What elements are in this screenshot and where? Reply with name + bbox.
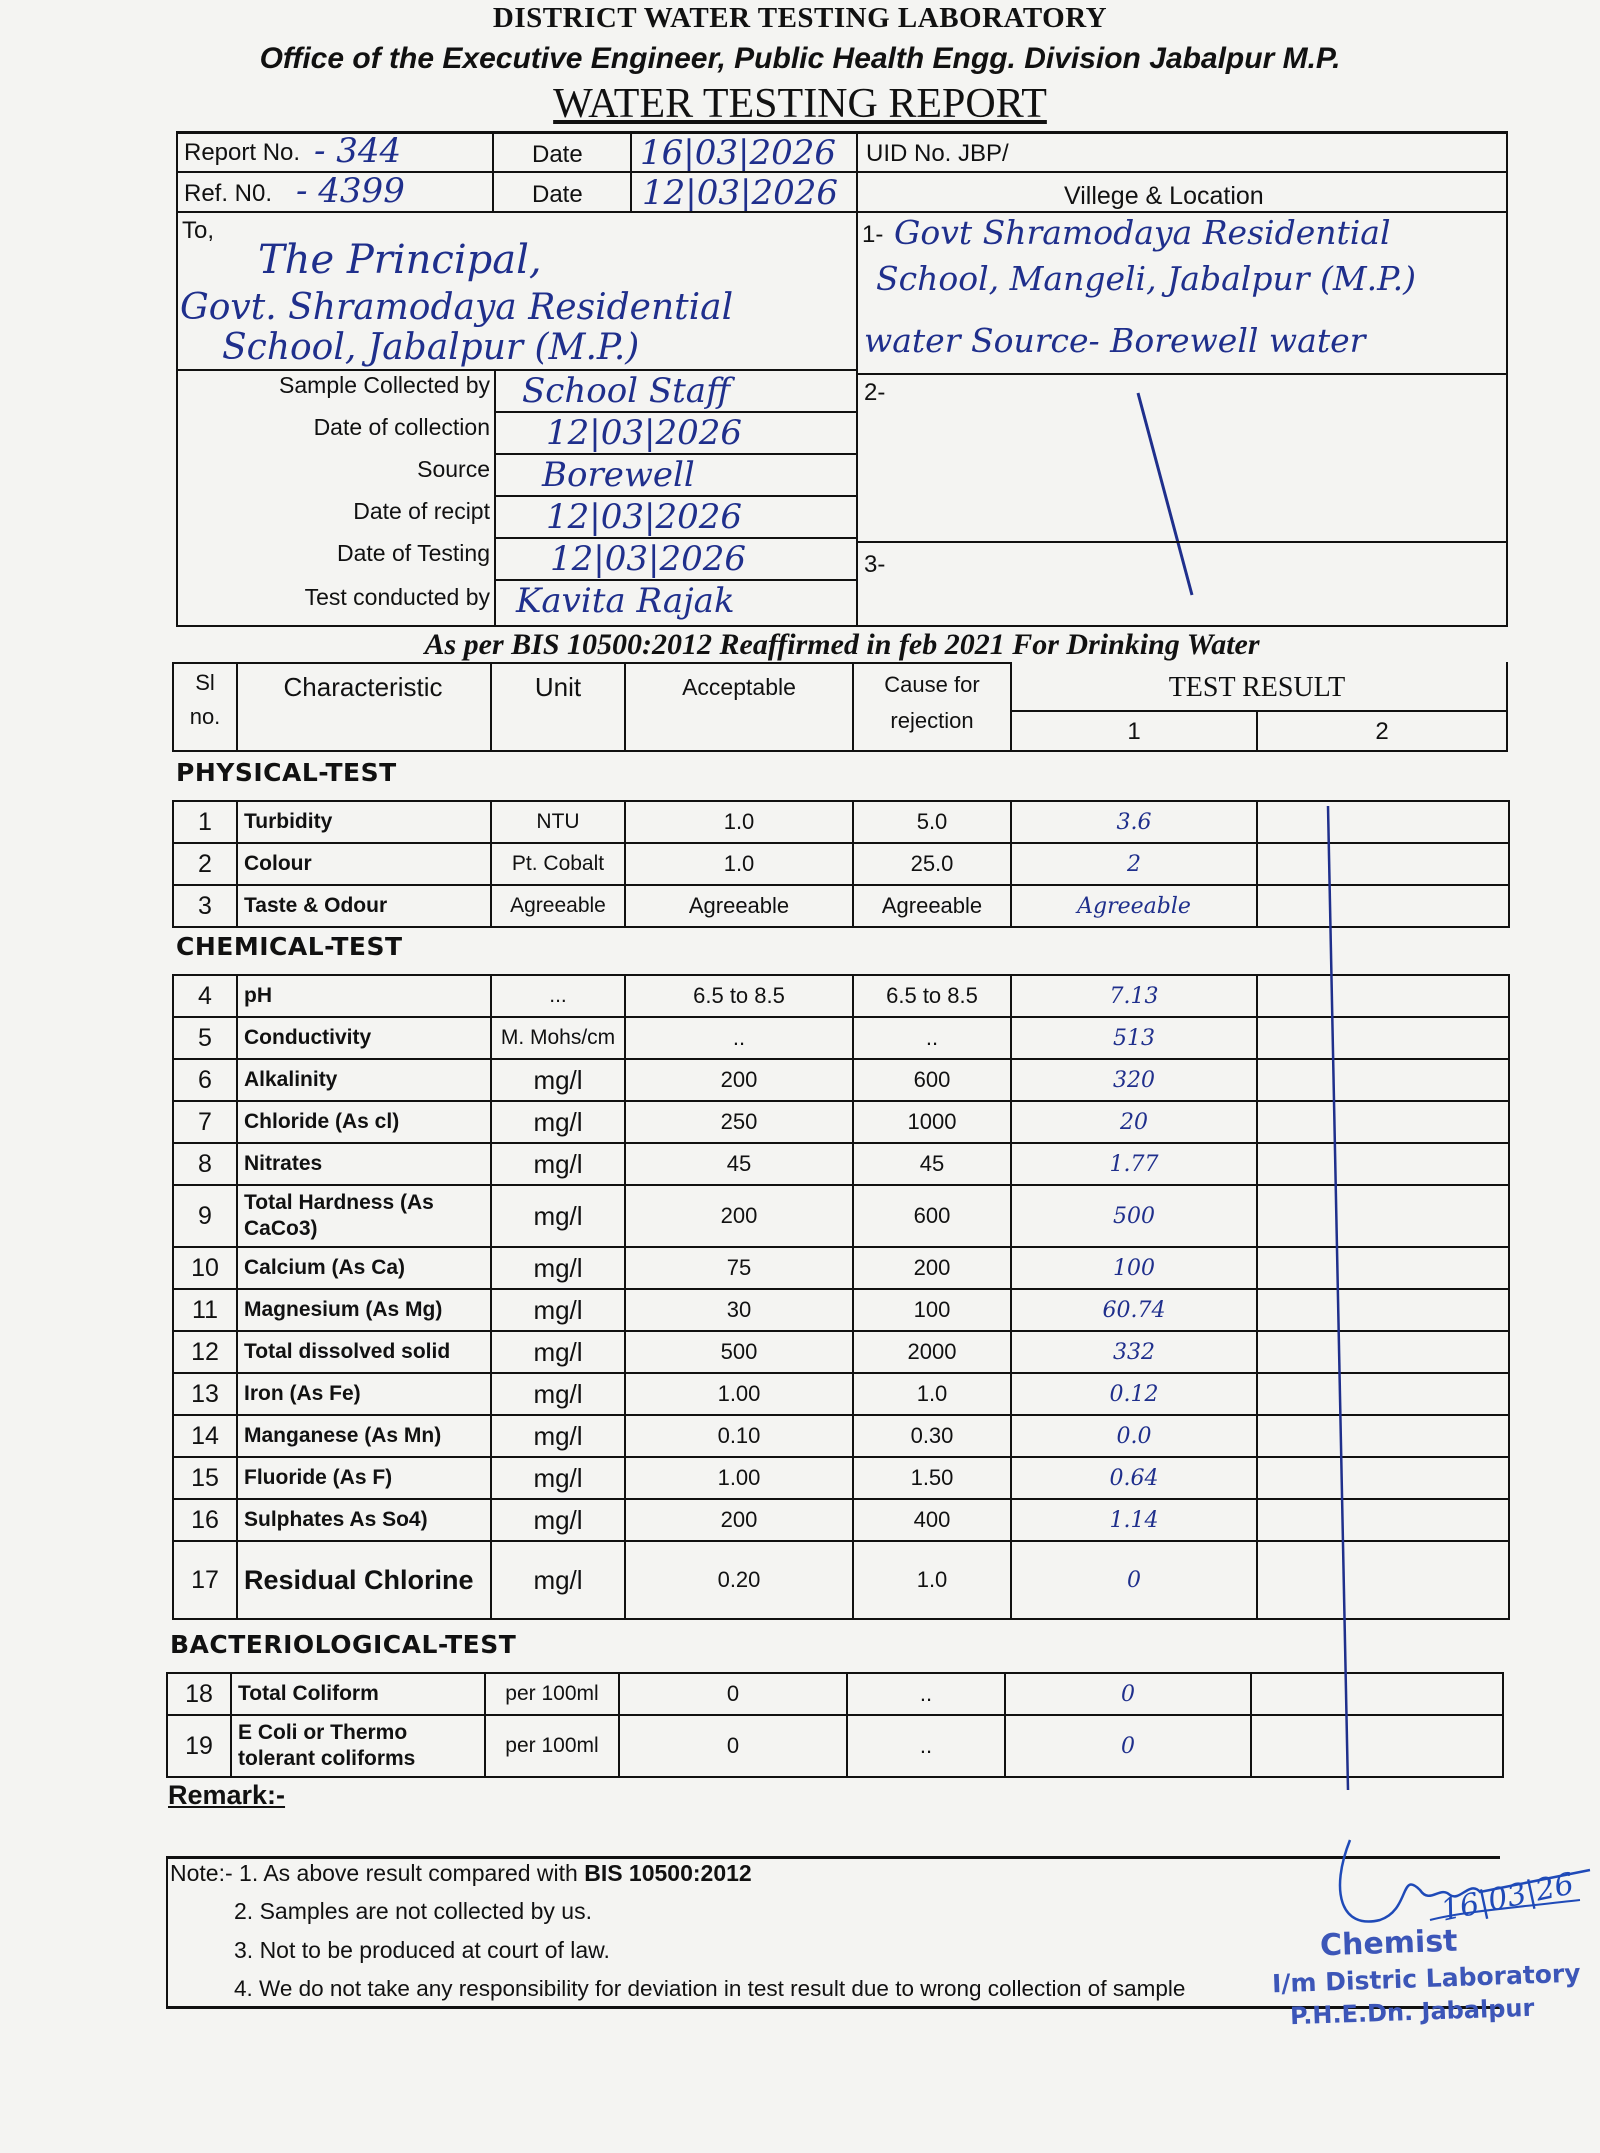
to-label: To, (182, 217, 215, 244)
result-1-cell: 0.0 (1011, 1415, 1257, 1457)
result-1-cell: Agreeable (1011, 885, 1257, 927)
ref-date-value: 12|03|2026 (642, 173, 838, 213)
bacteriological-test-table (166, 1672, 1504, 1778)
unit-cell: Pt. Cobalt (491, 843, 625, 885)
note-3: 3. Not to be produced at court of law. (234, 1937, 610, 1963)
unit-cell: per 100ml (485, 1715, 619, 1777)
rejection-cell: 0.30 (853, 1415, 1011, 1457)
bacteriological-test-heading: BACTERIOLOGICAL-TEST (170, 1630, 517, 1659)
note-1 (170, 1860, 752, 1887)
acceptable-cell: 500 (625, 1331, 853, 1373)
rejection-cell: 1.0 (853, 1373, 1011, 1415)
result-2-cell (1257, 1247, 1509, 1289)
acceptable-cell: Agreeable (625, 885, 853, 927)
table-row (167, 1673, 1503, 1715)
rejection-cell: 6.5 to 8.5 (853, 975, 1011, 1017)
location-1-prefix: 1- (862, 221, 884, 248)
rejection-cell: 45 (853, 1143, 1011, 1185)
ref-date-label: Date (532, 181, 583, 208)
location-1-box (856, 211, 1508, 375)
col-characteristic-label: Characteristic (283, 672, 443, 702)
rejection-cell: 200 (853, 1247, 1011, 1289)
ref-no-cell (176, 171, 494, 213)
result-2-cell (1257, 1415, 1509, 1457)
characteristic-cell: Calcium (As Ca) (237, 1247, 491, 1289)
acceptable-cell: 1.0 (625, 843, 853, 885)
date-receipt-label: Date of recipt (353, 498, 490, 524)
col-result-2 (1256, 710, 1508, 752)
table-row (173, 1457, 1509, 1499)
ref-date-cell (630, 171, 858, 213)
sl-cell: 10 (173, 1247, 237, 1289)
characteristic-cell: Manganese (As Mn) (237, 1415, 491, 1457)
result-2-cell (1257, 1143, 1509, 1185)
notes-top-rule (166, 1856, 1500, 1859)
characteristic-cell: Nitrates (237, 1143, 491, 1185)
sl-cell: 2 (173, 843, 237, 885)
acceptable-cell: .. (625, 1017, 853, 1059)
result-2-cell (1257, 1373, 1509, 1415)
lab-name-heading: DISTRICT WATER TESTING LABORATORY (492, 2, 1108, 34)
table-row (173, 1143, 1509, 1185)
result-2-cell (1251, 1673, 1503, 1715)
date-collection-value: 12|03|2026 (546, 413, 742, 453)
addressee-box (176, 211, 858, 371)
acceptable-cell: 45 (625, 1143, 853, 1185)
characteristic-cell: Colour (237, 843, 491, 885)
result-1-cell: 513 (1011, 1017, 1257, 1059)
acceptable-cell: 1.0 (625, 801, 853, 843)
unit-cell: per 100ml (485, 1673, 619, 1715)
sl-cell: 13 (173, 1373, 237, 1415)
table-row (173, 1185, 1509, 1247)
characteristic-cell: Sulphates As So4) (237, 1499, 491, 1541)
result-1-cell: 7.13 (1011, 975, 1257, 1017)
uid-label: UID No. JBP/ (866, 140, 1009, 167)
col-sl-label: Sl (195, 670, 215, 695)
table-row (173, 1247, 1509, 1289)
note-1-standard: BIS 10500:2012 (584, 1860, 752, 1886)
rejection-cell: 1000 (853, 1101, 1011, 1143)
result-2-cell (1257, 1289, 1509, 1331)
unit-cell: NTU (491, 801, 625, 843)
result-1-cell: 0 (1011, 1541, 1257, 1619)
characteristic-cell: Conductivity (237, 1017, 491, 1059)
acceptable-cell: 1.00 (625, 1373, 853, 1415)
location-1-line3: water Source- Borewell water (864, 321, 1366, 360)
characteristic-cell: Magnesium (As Mg) (237, 1289, 491, 1331)
stamp-lab-name: I/m Distric Laboratory (1271, 1958, 1582, 1999)
unit-cell: Agreeable (491, 885, 625, 927)
report-no-label: Report No. (184, 139, 301, 166)
physical-test-heading: PHYSICAL-TEST (176, 758, 397, 787)
result-1-cell: 20 (1011, 1101, 1257, 1143)
village-label-cell (856, 171, 1508, 213)
result-1-cell: 0.64 (1011, 1457, 1257, 1499)
unit-cell: mg/l (491, 1373, 625, 1415)
acceptable-cell: 1.00 (625, 1457, 853, 1499)
unit-cell: mg/l (491, 1499, 625, 1541)
stamp-division: P.H.E.Dn. Jabalpur (1289, 1993, 1535, 2031)
date-collection-label: Date of collection (313, 414, 490, 440)
acceptable-cell: 6.5 to 8.5 (625, 975, 853, 1017)
result-1-cell: 500 (1011, 1185, 1257, 1247)
rejection-cell: .. (847, 1673, 1005, 1715)
sl-cell: 18 (167, 1673, 231, 1715)
source-cell (494, 453, 858, 497)
unit-cell: ... (491, 975, 625, 1017)
bis-standard-heading: As per BIS 10500:2012 Reaffirmed in feb 2021 For Drinking Water (424, 628, 1260, 661)
office-heading: Office of the Executive Engineer, Public Health Engg. Division Jabalpur M.P. (259, 42, 1341, 75)
result-2-cell (1257, 1017, 1509, 1059)
location-2-box (856, 373, 1508, 543)
unit-cell: M. Mohs/cm (491, 1017, 625, 1059)
note-4: 4. We do not take any responsibility for deviation in test result due to wrong collection of sample (234, 1976, 1186, 2001)
result-1-cell: 3.6 (1011, 801, 1257, 843)
sl-cell: 8 (173, 1143, 237, 1185)
conducted-by-value: Kavita Rajak (516, 581, 735, 621)
col-test-result (1010, 662, 1508, 712)
report-date-cell (630, 131, 858, 173)
result-1-cell: 60.74 (1011, 1289, 1257, 1331)
rejection-cell: 1.0 (853, 1541, 1011, 1619)
table-row (173, 1017, 1509, 1059)
sl-cell: 3 (173, 885, 237, 927)
rejection-cell: .. (853, 1017, 1011, 1059)
table-row (173, 975, 1509, 1017)
table-row (173, 1101, 1509, 1143)
col-acceptable (624, 662, 854, 752)
unit-cell: mg/l (491, 1247, 625, 1289)
unit-cell: mg/l (491, 1059, 625, 1101)
sl-cell: 17 (173, 1541, 237, 1619)
date-testing-value: 12|03|2026 (550, 539, 746, 579)
sl-cell: 9 (173, 1185, 237, 1247)
characteristic-cell: Residual Chlorine (237, 1541, 491, 1619)
acceptable-cell: 200 (625, 1059, 853, 1101)
col-characteristic (236, 662, 492, 752)
unit-cell: mg/l (491, 1185, 625, 1247)
rejection-cell: 100 (853, 1289, 1011, 1331)
result-1-cell: 0.12 (1011, 1373, 1257, 1415)
note-1-text: Note:- 1. As above result compared with (170, 1860, 585, 1886)
unit-cell: mg/l (491, 1457, 625, 1499)
village-label: Villege & Location (1064, 182, 1264, 210)
rejection-cell: 600 (853, 1059, 1011, 1101)
characteristic-cell: Total dissolved solid (237, 1331, 491, 1373)
addressee-line1: The Principal, (258, 237, 542, 283)
characteristic-cell: Chloride (As cl) (237, 1101, 491, 1143)
table-row (173, 1331, 1509, 1373)
acceptable-cell: 30 (625, 1289, 853, 1331)
sl-cell: 4 (173, 975, 237, 1017)
sl-cell: 16 (173, 1499, 237, 1541)
col-sl (172, 662, 238, 752)
table-row (167, 1715, 1503, 1777)
acceptable-cell: 200 (625, 1185, 853, 1247)
date-testing-label: Date of Testing (336, 540, 490, 566)
result-2-cell (1257, 801, 1509, 843)
result-1-cell: 0 (1005, 1715, 1251, 1777)
acceptable-cell: 250 (625, 1101, 853, 1143)
sl-cell: 7 (173, 1101, 237, 1143)
report-date-value: 16|03|2026 (640, 133, 836, 173)
result-1-cell: 100 (1011, 1247, 1257, 1289)
col-rejection-label-1: Cause for (884, 672, 980, 697)
column-2-strike-line (1310, 800, 1370, 1800)
table-row (173, 1499, 1509, 1541)
rejection-cell: 400 (853, 1499, 1011, 1541)
collected-by-value: School Staff (522, 371, 731, 411)
rejection-cell: 600 (853, 1185, 1011, 1247)
table-row (173, 1289, 1509, 1331)
rejection-cell: 1.50 (853, 1457, 1011, 1499)
characteristic-cell: E Coli or Thermo tolerant coliforms (231, 1715, 485, 1777)
result-2-cell (1257, 1059, 1509, 1101)
col-unit (490, 662, 626, 752)
result-2-cell (1257, 1457, 1509, 1499)
unit-cell: mg/l (491, 1415, 625, 1457)
result-2-cell (1257, 1499, 1509, 1541)
table-row (173, 801, 1509, 843)
result-1-cell: 332 (1011, 1331, 1257, 1373)
ref-no-value: - 4399 (296, 171, 405, 211)
unit-cell: mg/l (491, 1143, 625, 1185)
acceptable-cell: 0 (619, 1673, 847, 1715)
table-row (173, 1415, 1509, 1457)
location-3-box (856, 541, 1508, 627)
acceptable-cell: 0.20 (625, 1541, 853, 1619)
ref-no-label: Ref. N0. (184, 180, 273, 207)
characteristic-cell: Alkalinity (237, 1059, 491, 1101)
sl-cell: 19 (167, 1715, 231, 1777)
source-value: Borewell (542, 455, 695, 495)
report-title: WATER TESTING REPORT (553, 81, 1047, 127)
col-acceptable-label: Acceptable (682, 674, 796, 700)
result-2-cell (1257, 1541, 1509, 1619)
date-receipt-value: 12|03|2026 (546, 497, 742, 537)
rejection-cell: 2000 (853, 1331, 1011, 1373)
uid-cell (856, 131, 1508, 173)
col-rejection-label-2: rejection (890, 708, 974, 733)
characteristic-cell: pH (237, 975, 491, 1017)
result-2-cell (1257, 843, 1509, 885)
sl-cell: 15 (173, 1457, 237, 1499)
rejection-cell: .. (847, 1715, 1005, 1777)
location-3-prefix: 3- (864, 551, 886, 578)
result-1-cell: 2 (1011, 843, 1257, 885)
location-1-line1: Govt Shramodaya Residential (894, 213, 1391, 252)
acceptable-cell: 200 (625, 1499, 853, 1541)
sl-cell: 11 (173, 1289, 237, 1331)
result-2-cell (1257, 1331, 1509, 1373)
location-1-line2: School, Mangeli, Jabalpur (M.P.) (876, 259, 1417, 298)
conducted-by-cell (494, 579, 858, 627)
result-2-cell (1257, 885, 1509, 927)
characteristic-cell: Turbidity (237, 801, 491, 843)
col-result-1-label: 1 (1127, 718, 1141, 745)
result-2-cell (1251, 1715, 1503, 1777)
characteristic-cell: Total Coliform (231, 1673, 485, 1715)
result-1-cell: 0 (1005, 1673, 1251, 1715)
sl-cell: 12 (173, 1331, 237, 1373)
result-1-cell: 1.77 (1011, 1143, 1257, 1185)
rejection-cell: 25.0 (853, 843, 1011, 885)
acceptable-cell: 0 (619, 1715, 847, 1777)
collected-by-cell (494, 369, 858, 413)
location-2-prefix: 2- (864, 379, 886, 406)
table-row (173, 843, 1509, 885)
date-label-cell (492, 131, 632, 173)
report-no-value: - 344 (314, 131, 402, 171)
col-result-2-label: 2 (1375, 718, 1389, 745)
col-unit-label: Unit (534, 672, 582, 702)
rejection-cell: 5.0 (853, 801, 1011, 843)
unit-cell: mg/l (491, 1541, 625, 1619)
stamp-chemist: Chemist (1319, 1923, 1459, 1964)
unit-cell: mg/l (491, 1331, 625, 1373)
sl-cell: 14 (173, 1415, 237, 1457)
report-no-cell (176, 131, 494, 173)
sl-cell: 5 (173, 1017, 237, 1059)
sl-cell: 1 (173, 801, 237, 843)
note-2: 2. Samples are not collected by us. (234, 1898, 592, 1924)
characteristic-cell: Taste & Odour (237, 885, 491, 927)
table-row (173, 885, 1509, 927)
col-sl-label-2: no. (189, 704, 221, 729)
rejection-cell: Agreeable (853, 885, 1011, 927)
ref-date-label-cell (492, 171, 632, 213)
addressee-line2: Govt. Shramodaya Residential (180, 287, 734, 328)
source-label: Source (417, 456, 490, 482)
collected-by-label: Sample Collected by (279, 372, 490, 398)
date-testing-cell (494, 537, 858, 581)
result-2-cell (1257, 1101, 1509, 1143)
date-receipt-cell (494, 495, 858, 539)
characteristic-cell: Fluoride (As F) (237, 1457, 491, 1499)
col-test-result-label: TEST RESULT (1168, 672, 1346, 703)
result-1-cell: 320 (1011, 1059, 1257, 1101)
conducted-by-label: Test conducted by (304, 584, 490, 610)
sl-cell: 6 (173, 1059, 237, 1101)
unit-cell: mg/l (491, 1289, 625, 1331)
notes-left-rule (166, 1856, 168, 2008)
col-result-1 (1010, 710, 1258, 752)
result-2-cell (1257, 975, 1509, 1017)
table-row (173, 1059, 1509, 1101)
acceptable-cell: 0.10 (625, 1415, 853, 1457)
unit-cell: mg/l (491, 1101, 625, 1143)
date-label: Date (532, 141, 583, 168)
chemical-test-heading: CHEMICAL-TEST (176, 932, 403, 961)
characteristic-cell: Total Hardness (As CaCo3) (237, 1185, 491, 1247)
signature-date: 16|03|26 (1437, 1866, 1577, 1929)
date-collection-cell (494, 411, 858, 455)
col-rejection (852, 662, 1012, 752)
table-row (173, 1373, 1509, 1415)
table-row (173, 1541, 1509, 1619)
acceptable-cell: 75 (625, 1247, 853, 1289)
remark-label: Remark:- (168, 1780, 286, 1810)
result-1-cell: 1.14 (1011, 1499, 1257, 1541)
result-2-cell (1257, 1185, 1509, 1247)
characteristic-cell: Iron (As Fe) (237, 1373, 491, 1415)
addressee-line3: School, Jabalpur (M.P.) (222, 327, 640, 368)
